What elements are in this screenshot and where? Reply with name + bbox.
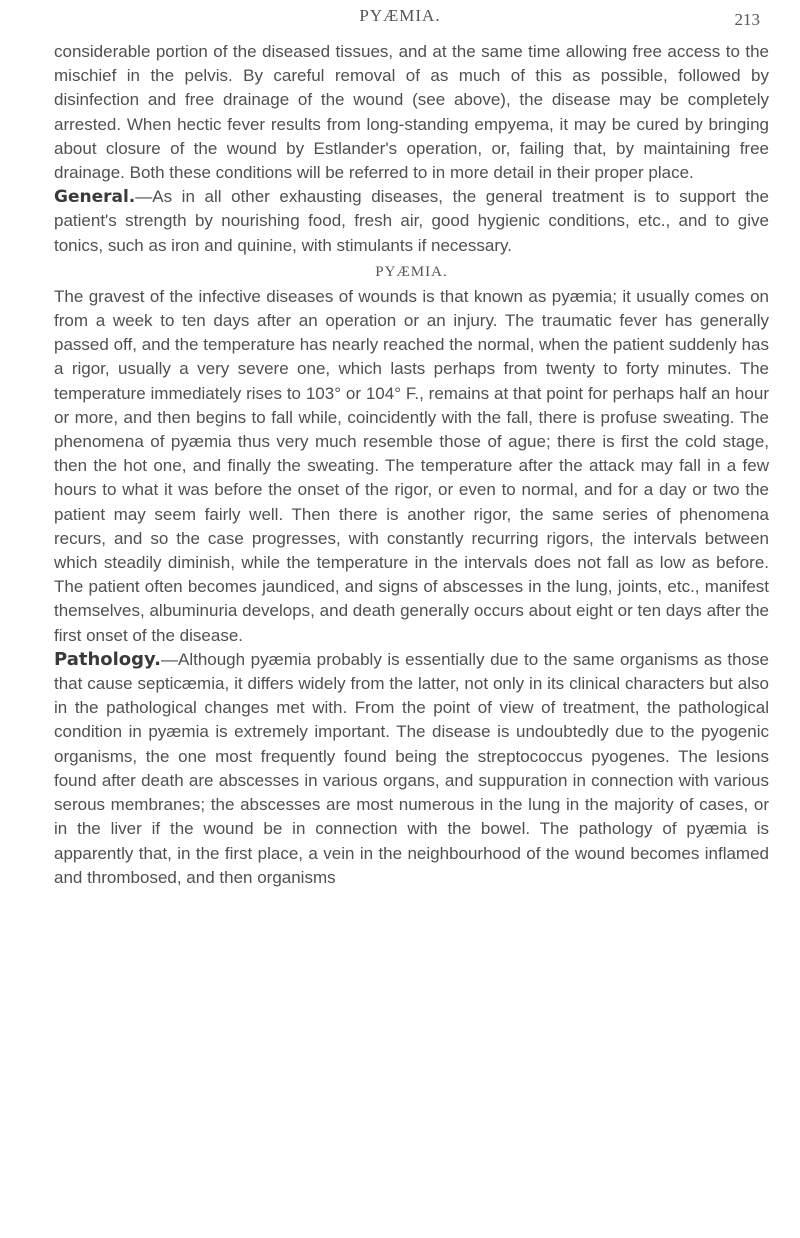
- body-text: [54, 40, 769, 890]
- section-heading: PYÆMIA.: [375, 263, 448, 280]
- page-number: 213: [734, 10, 760, 29]
- run-in-heading-pathology: Pathology.: [54, 648, 161, 670]
- running-head: PYÆMIA.: [359, 6, 441, 25]
- paragraph-text: —As in all other exhausting diseases, the general treatment is to support the patient's strength by nourishing food, fresh air, good hygienic conditions, etc., and to give tonics, such as iron and quinine, with stimulants if necessary.: [54, 187, 769, 255]
- paragraph-pathology: [54, 648, 769, 890]
- paragraph-general: [54, 185, 769, 258]
- paragraph-pyaemia-intro: [54, 285, 769, 648]
- paragraph-continuation: [54, 40, 769, 185]
- paragraph-text: considerable portion of the diseased tissues, and at the same time allowing free access to the mischief in the pelvis. By careful removal of as much of this as possible, followed by disinfection and free drainage of the wound (see above), the disease may be completely arrested. When hectic fever results from long-standing empyema, it may be cured by bringing about closure of the wound by Estlander's operation, or, failing that, by maintaining free drainage. Both these conditions will be referred to in more detail in their proper place.: [54, 42, 769, 183]
- run-in-heading-general: General.: [54, 187, 136, 208]
- paragraph-text: The gravest of the infective diseases of wounds is that known as pyæmia; it usually comes on from a week to ten days after an operation or an injury. The traumatic fever has generally passed off, and the temperature has nearly reached the normal, when the patient suddenly has a rigor, usually a very severe one, which lasts perhaps from twenty to forty minutes. The temperature immediately rises to 103° or 104° F., remains at that point for perhaps half an hour or more, and then begins to fall while, coincidently with the fall, there is profuse sweating. The phenomena of pyæmia thus very much resemble those of ague; there is first the cold stage, then the hot one, and finally the sweating. The temperature after the attack may fall in a few hours to what it was before the onset of the rigor, or even to normal, and for a day or two the patient may seem fairly well. Then there is another rigor, the same series of phenomena recurs, and so the case progresses, with constantly recurring rigors, the intervals between which steadily diminish, while the temperature in the intervals does not fall as low as before. The patient often becomes jaundiced, and signs of abscesses in the lung, joints, etc., manifest themselves, albuminuria develops, and death generally occurs about eight or ten days after the first onset of the disease.: [54, 286, 769, 645]
- paragraph-text: —Although pyæmia probably is essentially due to the same organisms as those that cause septicæmia, it differs widely from the latter, not only in its clinical characters but also in the pathological changes met with. From the point of view of treatment, the pathological condition in pyæmia is extremely important. The disease is undoubtedly due to the pyogenic organisms, the one most frequently found being the streptococcus pyogenes. The lesions found after death are abscesses in various organs, and suppuration in connection with various serous membranes; the abscesses are most numerous in the lung in the majority of cases, or in the liver if the wound be in connection with the bowel. The pathology of pyæmia is apparently that, in the first place, a vein in the neighbourhood of the wound becomes inflamed and thrombosed, and then organisms: [54, 649, 769, 887]
